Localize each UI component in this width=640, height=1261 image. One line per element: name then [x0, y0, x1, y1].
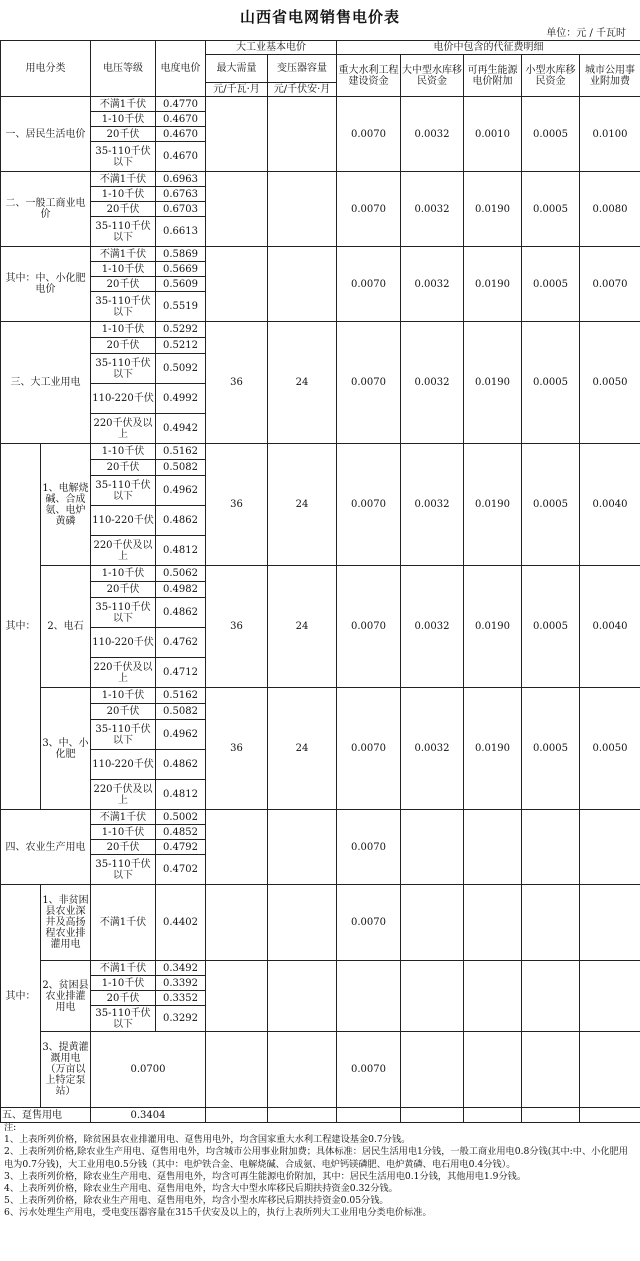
fee-cell: 0.0050	[580, 688, 640, 810]
voltage-cell: 20千伏	[91, 460, 156, 476]
fee-cell: 0.0070	[337, 172, 401, 247]
max-demand-cell: 36	[206, 566, 268, 688]
voltage-cell: 20千伏	[91, 840, 156, 855]
empty-cell	[206, 172, 268, 247]
price-cell: 0.5669	[156, 262, 206, 277]
fee-cell: 0.0032	[401, 566, 464, 688]
empty-cell	[206, 97, 268, 172]
note-item: 1、上表所列价格，除贫困县农业排灌用电、趸售用电外，均含国家重大水利工程建设基金0.7分钱。	[4, 1134, 411, 1146]
header-fee-large-reservoir: 大中型水库移民资金	[401, 55, 464, 97]
empty-cell	[206, 810, 268, 885]
fee-cell: 0.0050	[580, 322, 640, 444]
empty-cell	[337, 961, 401, 1032]
voltage-cell: 20千伏	[91, 127, 156, 142]
fee-cell: 0.0190	[464, 172, 522, 247]
fee-cell: 0.0190	[464, 444, 522, 566]
page-title: 山西省电网销售电价表	[239, 8, 400, 26]
empty-cell	[464, 1032, 522, 1108]
fee-cell: 0.0010	[464, 97, 522, 172]
fee-cell: 0.0190	[464, 688, 522, 810]
category-yellow-river-irrigation: 3、提黄灌溉用电（万亩以上特定泵站）	[41, 1032, 91, 1108]
voltage-cell: 不满1千伏	[91, 97, 156, 112]
price-cell: 0.5162	[156, 444, 206, 460]
fee-cell: 0.0070	[337, 97, 401, 172]
fee-cell: 0.0070	[580, 247, 640, 322]
voltage-cell: 20千伏	[91, 277, 156, 292]
voltage-cell: 1-10千伏	[91, 262, 156, 277]
voltage-cell: 35-110千伏以下	[91, 720, 156, 750]
header-max-demand: 最大需量	[206, 55, 268, 83]
price-cell: 0.5062	[156, 566, 206, 582]
price-cell: 0.4670	[156, 112, 206, 127]
header-voltage: 电压等级	[91, 41, 156, 97]
empty-cell	[464, 1108, 522, 1123]
fee-cell: 0.0070	[337, 810, 401, 885]
price-cell: 0.5292	[156, 322, 206, 338]
fee-cell: 0.0070	[337, 247, 401, 322]
empty-cell	[522, 1032, 580, 1108]
price-cell: 0.3292	[156, 1006, 206, 1032]
empty-cell	[268, 172, 337, 247]
voltage-cell: 不满1千伏	[91, 247, 156, 262]
fee-cell: 0.0032	[401, 247, 464, 322]
empty-cell	[206, 247, 268, 322]
header-max-demand-unit: 元/千瓦·月	[206, 83, 268, 97]
price-cell: 0.4670	[156, 127, 206, 142]
empty-cell	[522, 885, 580, 961]
price-cell: 0.4852	[156, 825, 206, 840]
fee-cell: 0.0032	[401, 322, 464, 444]
fee-cell: 0.0005	[522, 566, 580, 688]
price-cell: 0.6613	[156, 217, 206, 247]
price-cell: 0.0700	[91, 1032, 206, 1108]
header-fee-urban: 城市公用事业附加费	[580, 55, 640, 97]
voltage-cell: 1-10千伏	[91, 187, 156, 202]
fee-cell: 0.0080	[580, 172, 640, 247]
fee-cell: 0.0070	[337, 885, 401, 961]
fee-cell: 0.0005	[522, 444, 580, 566]
header-price: 电度电价	[156, 41, 206, 97]
empty-cell	[464, 885, 522, 961]
fee-cell: 0.0005	[522, 97, 580, 172]
voltage-cell: 1-10千伏	[91, 444, 156, 460]
voltage-cell: 20千伏	[91, 582, 156, 598]
voltage-cell: 20千伏	[91, 338, 156, 354]
empty-cell	[206, 885, 268, 961]
price-cell: 0.4962	[156, 720, 206, 750]
header-fees: 电价中包含的代征费明细	[337, 41, 640, 55]
voltage-cell: 35-110千伏以下	[91, 1006, 156, 1032]
price-cell: 0.6963	[156, 172, 206, 187]
voltage-cell: 35-110千伏以下	[91, 292, 156, 322]
fee-cell: 0.0190	[464, 322, 522, 444]
price-cell: 0.4862	[156, 750, 206, 780]
empty-cell	[580, 1108, 640, 1123]
fee-cell: 0.0040	[580, 566, 640, 688]
transformer-cell: 24	[268, 566, 337, 688]
fee-cell: 0.0040	[580, 444, 640, 566]
price-cell: 0.5212	[156, 338, 206, 354]
category-large-industry: 三、大工业用电	[1, 322, 91, 444]
fee-cell: 0.0190	[464, 247, 522, 322]
header-fee-water: 重大水利工程建设资金	[337, 55, 401, 97]
voltage-cell: 1-10千伏	[91, 688, 156, 704]
empty-cell	[268, 1108, 337, 1123]
voltage-cell: 110-220千伏	[91, 750, 156, 780]
empty-cell	[580, 961, 640, 1032]
empty-cell	[401, 1108, 464, 1123]
header-fee-small-reservoir: 小型水库移民资金	[522, 55, 580, 97]
voltage-cell: 20千伏	[91, 991, 156, 1006]
voltage-cell: 110-220千伏	[91, 384, 156, 414]
voltage-cell: 110-220千伏	[91, 628, 156, 658]
note-item: 5、上表所列价格，除农业生产用电、趸售用电外，均含小型水库移民后期扶持资金0.05分钱。	[4, 1195, 389, 1207]
notes-section	[4, 1122, 636, 1220]
category-residential: 一、居民生活电价	[1, 97, 91, 172]
voltage-cell: 35-110千伏以下	[91, 217, 156, 247]
price-cell: 0.4992	[156, 384, 206, 414]
fee-cell: 0.0070	[337, 444, 401, 566]
empty-cell	[522, 961, 580, 1032]
header-transformer-unit: 元/千伏安·月	[268, 83, 337, 97]
category-fertilizer: 其中：中、小化肥电价	[1, 247, 91, 322]
price-cell: 0.4982	[156, 582, 206, 598]
fee-cell: 0.0005	[522, 688, 580, 810]
category-qizhong-industry: 其中：	[1, 444, 41, 810]
empty-cell	[580, 1032, 640, 1108]
empty-cell	[580, 885, 640, 961]
fee-cell: 0.0070	[337, 1032, 401, 1108]
voltage-cell: 1-10千伏	[91, 566, 156, 582]
header-basic-price: 大工业基本电价	[206, 41, 337, 55]
price-cell: 0.3404	[91, 1108, 206, 1123]
voltage-cell: 35-110千伏以下	[91, 855, 156, 885]
price-cell: 0.4712	[156, 658, 206, 688]
voltage-cell: 不满1千伏	[91, 810, 156, 825]
empty-cell	[268, 97, 337, 172]
empty-cell	[580, 810, 640, 885]
voltage-cell: 35-110千伏以下	[91, 598, 156, 628]
fee-cell: 0.0032	[401, 97, 464, 172]
voltage-cell: 不满1千伏	[91, 172, 156, 187]
fee-cell: 0.0032	[401, 172, 464, 247]
empty-cell	[401, 885, 464, 961]
fee-cell: 0.0005	[522, 247, 580, 322]
price-cell: 0.3392	[156, 976, 206, 991]
empty-cell	[464, 961, 522, 1032]
voltage-cell: 20千伏	[91, 704, 156, 720]
voltage-cell: 110-220千伏	[91, 506, 156, 536]
price-cell: 0.3352	[156, 991, 206, 1006]
voltage-cell: 20千伏	[91, 202, 156, 217]
fee-cell: 0.0070	[337, 688, 401, 810]
empty-cell	[268, 1032, 337, 1108]
voltage-cell: 35-110千伏以下	[91, 142, 156, 172]
empty-cell	[268, 961, 337, 1032]
voltage-cell: 不满1千伏	[91, 961, 156, 976]
price-cell: 0.5092	[156, 354, 206, 384]
empty-cell	[206, 961, 268, 1032]
max-demand-cell: 36	[206, 322, 268, 444]
price-cell: 0.4402	[156, 885, 206, 961]
category-poor-irrigation: 2、贫困县农业排灌用电	[41, 961, 91, 1032]
fee-cell: 0.0032	[401, 444, 464, 566]
category-agriculture: 四、农业生产用电	[1, 810, 91, 885]
empty-cell	[464, 810, 522, 885]
transformer-cell: 24	[268, 688, 337, 810]
max-demand-cell: 36	[206, 444, 268, 566]
category-wholesale: 五、趸售用电	[1, 1108, 91, 1123]
transformer-cell: 24	[268, 444, 337, 566]
voltage-cell: 1-10千伏	[91, 322, 156, 338]
price-cell: 0.5082	[156, 460, 206, 476]
header-category: 用电分类	[1, 41, 91, 97]
fee-cell: 0.0190	[464, 566, 522, 688]
note-item: 6、污水处理生产用电，受电变压器容量在315千伏安及以上的，执行上表所列大工业用电分类电价标准。	[4, 1207, 432, 1219]
empty-cell	[522, 810, 580, 885]
voltage-cell: 1-10千伏	[91, 976, 156, 991]
price-cell: 0.4670	[156, 142, 206, 172]
header-fee-renewable: 可再生能源电价附加	[464, 55, 522, 97]
voltage-cell: 220千伏及以上	[91, 536, 156, 566]
empty-cell	[337, 1108, 401, 1123]
empty-cell	[401, 1032, 464, 1108]
price-table	[0, 40, 640, 1123]
price-cell: 0.4942	[156, 414, 206, 444]
voltage-cell: 不满1千伏	[91, 885, 156, 961]
price-cell: 0.5162	[156, 688, 206, 704]
fee-cell: 0.0070	[337, 566, 401, 688]
voltage-cell: 220千伏及以上	[91, 414, 156, 444]
category-electrolysis: 1、电解烧碱、合成氨、电炉黄磷	[41, 444, 91, 566]
empty-cell	[522, 1108, 580, 1123]
empty-cell	[206, 1108, 268, 1123]
notes-heading: 注:	[4, 1122, 17, 1133]
empty-cell	[268, 810, 337, 885]
category-qizhong-agri: 其中：	[1, 885, 41, 1108]
price-cell: 0.5002	[156, 810, 206, 825]
empty-cell	[268, 885, 337, 961]
max-demand-cell: 36	[206, 688, 268, 810]
note-item: 4、上表所列价格，除农业生产用电、趸售用电外，均含大中型水库移民后期扶持资金0.32分钱。	[4, 1183, 398, 1195]
voltage-cell: 1-10千伏	[91, 825, 156, 840]
voltage-cell: 35-110千伏以下	[91, 354, 156, 384]
price-cell: 0.5519	[156, 292, 206, 322]
category-non-poor-irrigation: 1、非贫困县农业深井及高扬程农业排灌用电	[41, 885, 91, 961]
fee-cell: 0.0100	[580, 97, 640, 172]
price-cell: 0.4762	[156, 628, 206, 658]
empty-cell	[401, 810, 464, 885]
note-item: 2、上表所列价格,除农业生产用电、趸售用电外，均含城市公用事业附加费；具体标准：居民生活用电1分钱，一般工商业用电0.8分钱(其中:中、小化肥用电为0.7分钱)，大工业用电0.5分钱（其中：电炉铁合金、电解烧碱、合成氨、电炉钙镁磷肥、电炉黄磷、电石用电0.4分钱）。	[4, 1146, 628, 1170]
note-item: 3、上表所列价格，除农业生产用电、趸售用电外，均含可再生能源电价附加，其中：居民生活用电0.1分钱，其他用电1.9分钱。	[4, 1170, 527, 1182]
voltage-cell: 220千伏及以上	[91, 658, 156, 688]
category-carbide: 2、电石	[41, 566, 91, 688]
fee-cell: 0.0005	[522, 322, 580, 444]
fee-cell: 0.0032	[401, 688, 464, 810]
empty-cell	[401, 961, 464, 1032]
header-transformer: 变压器容量	[268, 55, 337, 83]
fee-cell: 0.0005	[522, 172, 580, 247]
price-cell: 0.4962	[156, 476, 206, 506]
price-cell: 0.6703	[156, 202, 206, 217]
price-cell: 0.4702	[156, 855, 206, 885]
category-small-fertilizer: 3、中、小化肥	[41, 688, 91, 810]
price-cell: 0.4792	[156, 840, 206, 855]
price-cell: 0.4862	[156, 598, 206, 628]
voltage-cell: 1-10千伏	[91, 112, 156, 127]
empty-cell	[206, 1032, 268, 1108]
price-cell: 0.4812	[156, 536, 206, 566]
price-cell: 0.4770	[156, 97, 206, 112]
price-cell: 0.5082	[156, 704, 206, 720]
price-cell: 0.4862	[156, 506, 206, 536]
voltage-cell: 35-110千伏以下	[91, 476, 156, 506]
category-commercial: 二、一般工商业电价	[1, 172, 91, 247]
empty-cell	[268, 247, 337, 322]
price-cell: 0.5869	[156, 247, 206, 262]
price-cell: 0.6763	[156, 187, 206, 202]
price-cell: 0.3492	[156, 961, 206, 976]
fee-cell: 0.0070	[337, 322, 401, 444]
unit-label: 单位：元 / 千瓦时	[546, 28, 626, 39]
price-cell: 0.5609	[156, 277, 206, 292]
voltage-cell: 220千伏及以上	[91, 780, 156, 810]
price-cell: 0.4812	[156, 780, 206, 810]
transformer-cell: 24	[268, 322, 337, 444]
